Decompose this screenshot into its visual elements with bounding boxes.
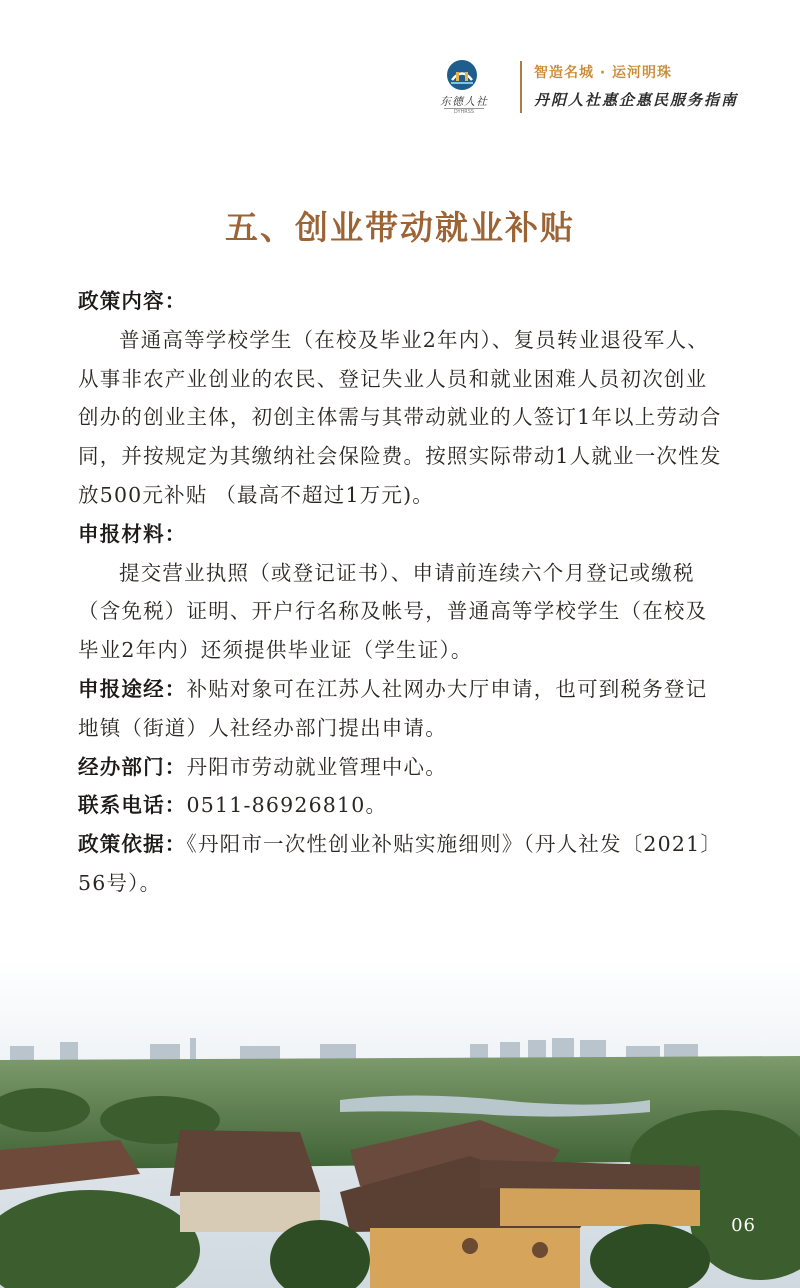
logo-subtext: DYHRSS xyxy=(444,108,484,115)
logo xyxy=(414,55,514,119)
page-number: 06 xyxy=(731,1215,756,1236)
policy-content-label: 政策内容： xyxy=(78,289,187,313)
logo-text: 东德人社 xyxy=(439,95,488,108)
phone-text: 0511-86926810。 xyxy=(186,793,388,818)
policy-content-text: 普通高等学校学生（在校及毕业2年内）、复员转业退役军人、从事非农产业创业的农民、登记失业人员和就业困难人员初次创业创办的创业主体，初创主体需与其带动就业的人签订1年以上劳动合同，并按规定为其缴纳社会保险费。按照实际带动1人就业一次性发放500元补贴 （最高不超过1万元)。 xyxy=(78,327,722,507)
policy-content-section xyxy=(78,282,728,321)
basis-text: 《丹阳市一次性创业补贴实施细则》（丹人社发〔2021〕56号）。 xyxy=(78,832,723,895)
department-label: 经办部门： xyxy=(78,754,187,779)
scenery-illustration xyxy=(0,960,800,1288)
basis-section xyxy=(78,825,728,903)
header-text xyxy=(534,62,738,112)
phone-section xyxy=(78,786,728,825)
department-section xyxy=(78,748,728,787)
basis-label: 政策依据： xyxy=(78,832,187,857)
header-divider xyxy=(520,61,522,113)
phone-label: 联系电话： xyxy=(78,793,187,818)
header-slogan: 智造名城 · 运河明珠 xyxy=(533,65,673,81)
channel-label: 申报途经： xyxy=(78,676,187,701)
page-header xyxy=(414,55,738,119)
materials-section xyxy=(78,515,728,554)
materials-label: 申报材料： xyxy=(78,521,187,546)
page-title: 五、创业带动就业补贴 xyxy=(225,208,575,247)
policy-body xyxy=(78,282,728,903)
channel-section xyxy=(78,670,728,748)
logo-emblem-icon xyxy=(446,59,478,91)
header-guide-title: 丹阳人社惠企惠民服务指南 xyxy=(533,91,738,109)
department-text: 丹阳市劳动就业管理中心。 xyxy=(186,754,447,779)
materials-text: 提交营业执照（或登记证书）、申请前连续六个月登记或缴税（含免税）证明、开户行名称及帐号，普通高等学校学生（在校及毕业2年内）还须提供毕业证（学生证）。 xyxy=(78,560,708,663)
channel-text: 补贴对象可在江苏人社网办大厅申请，也可到税务登记地镇（街道）人社经办部门提出申请。 xyxy=(78,676,708,740)
